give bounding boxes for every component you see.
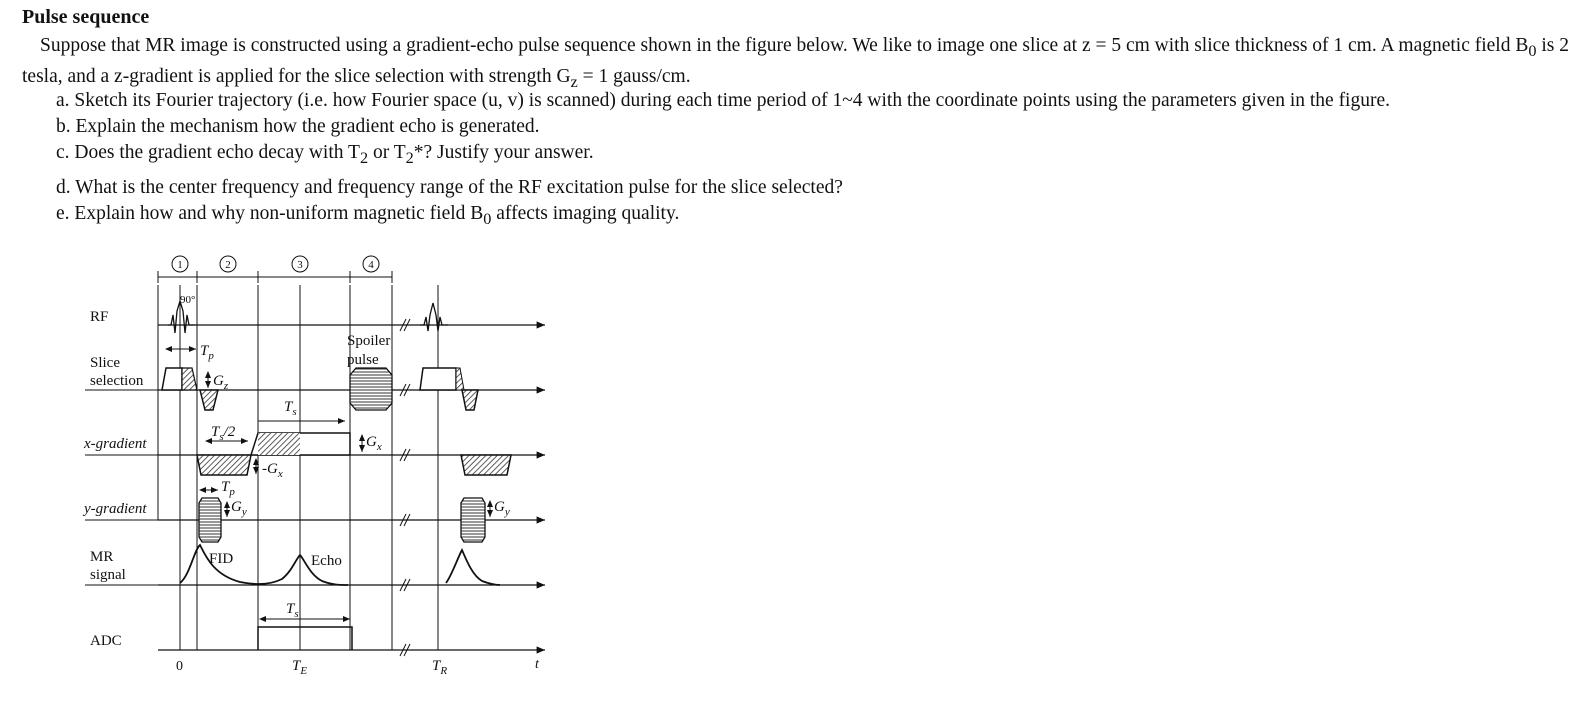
row-label-y-gradient: y-gradient [84, 501, 147, 517]
tp-y-label: $T_p$ [221, 479, 235, 498]
gy-label: $G_y$ [231, 499, 247, 518]
question-a: a. Sketch its Fourier trajectory (i.e. how Fourier space (u, v) is scanned) during each time period of 1~4 with the coordinate points using the parameters given in the figure. [56, 90, 1390, 111]
question-b: b. Explain the mechanism how the gradient echo is generated. [56, 116, 540, 137]
period-label-3: 3 [297, 259, 303, 271]
fid-label: FID [209, 551, 234, 567]
period-ruler [158, 256, 392, 283]
intro-sub-b0: 0 [1528, 41, 1537, 60]
period-label-4: 4 [368, 259, 374, 271]
y-phase-gradient-repeat [461, 498, 485, 542]
row-label-signal: signal [90, 567, 126, 583]
question-e: e. Explain how and why non-uniform magnetic field $B_0$ affects imaging quality. [56, 202, 680, 228]
intro-text-3: = 1 gauss/cm. [577, 65, 691, 87]
slice-select-hatched [182, 368, 197, 390]
rf-pulse-repeat [420, 303, 448, 331]
problem-statement [22, 33, 1572, 95]
intro-text-1: Suppose that MR image is constructed using a gradient-echo pulse sequence shown in the figure below. We like to image one slice at z = 5 cm with slice thickness of 1 cm. A magnetic field B [40, 35, 1529, 56]
adc-ts-label: $T_s$ [286, 601, 299, 620]
row-label-rf: RF [90, 309, 109, 325]
row-label-adc: ADC [90, 633, 122, 649]
slice-select-hatched-repeat [456, 368, 464, 390]
y-phase-gradient [199, 498, 221, 542]
tp-label: $T_p$ [200, 343, 214, 362]
page-title: Pulse sequence [22, 6, 150, 28]
mr-signal-curve-repeat [446, 550, 500, 585]
intro-sub-gz: z [570, 72, 578, 91]
te-label: $T_E$ [292, 658, 308, 677]
time-zero-label: 0 [176, 659, 183, 674]
row-label-selection: selection [90, 373, 144, 389]
x-dephase-gradient-repeat [461, 455, 511, 475]
pulse-sequence-diagram [0, 245, 620, 695]
spoiler-label: Spoiler [347, 333, 391, 349]
question-d: d. What is the center frequency and frequency range of the RF excitation pulse for the slice selected? [56, 176, 843, 198]
row-label-mr: MR [90, 549, 114, 565]
pulse-label: pulse [347, 352, 379, 368]
gy-label-repeat: $G_y$ [494, 499, 510, 518]
tr-label: $T_R$ [432, 658, 448, 677]
row-label-x-gradient: x-gradient [84, 436, 147, 452]
spoiler-pulse [350, 368, 392, 410]
echo-label: Echo [311, 553, 342, 569]
adc-window [258, 627, 352, 650]
period-label-2: 2 [225, 259, 231, 271]
slice-select-gradient [162, 368, 182, 390]
slice-select-gradient-repeat [420, 368, 456, 390]
period-label-1: 1 [177, 259, 183, 271]
flip-angle-label: 90° [180, 294, 196, 306]
gz-label: $G_z$ [213, 373, 229, 392]
ts-half-label: $T_s/2$ [211, 424, 236, 443]
neg-gx-label: $-G_x$ [262, 461, 283, 480]
axis-breaks [400, 319, 410, 656]
gx-label: $G_x$ [366, 434, 382, 453]
x-readout-hatched [258, 433, 300, 455]
question-c: c. Does the gradient echo decay with $T_2$ or $T_2*$? Justify your answer. [56, 142, 594, 167]
slice-refocus-gradient-repeat [462, 390, 478, 410]
ts-label: $T_s$ [284, 399, 297, 418]
time-axis-label: t [535, 657, 539, 672]
slice-refocus-gradient [200, 390, 218, 410]
question-list [56, 88, 1390, 232]
x-dephase-gradient [197, 455, 251, 475]
intro-text-2: is 2 tesla, and a z-gradient is applied for the slice selection with strength G [22, 35, 1570, 87]
row-label-slice: Slice [90, 355, 120, 371]
